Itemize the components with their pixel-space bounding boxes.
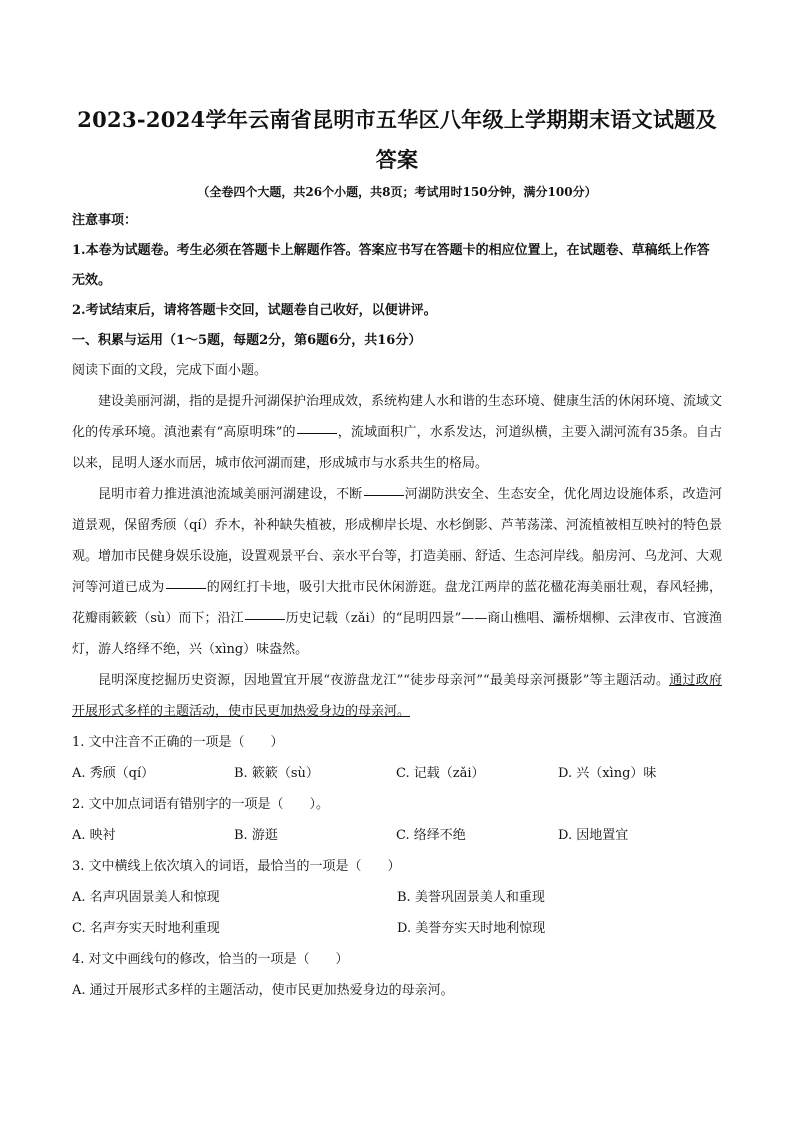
passage-paragraph-1 bbox=[72, 386, 722, 479]
question-3-stem: 3. 文中横线上依次填入的词语，最恰当的一项是（ ） bbox=[72, 859, 401, 874]
exam-subtitle: （全卷四个大题，共26个小题，共8页；考试用时150分钟，满分100分） bbox=[197, 185, 597, 199]
option-c: C. 记载（zǎi） bbox=[396, 766, 485, 781]
question-3-options-row-2 bbox=[72, 913, 722, 944]
passage-paragraph-3 bbox=[72, 665, 722, 727]
fill-blank-4 bbox=[245, 618, 285, 620]
option-a: A. 名声巩固景美人和惊现 bbox=[72, 890, 220, 905]
exam-page bbox=[72, 100, 722, 1006]
underlined-sentence: 通过政府开展形式多样的主题活动，使市民更加热爱身边的母亲河。 bbox=[72, 673, 722, 719]
question-1-stem: 1. 文中注音不正确的一项是（ ） bbox=[72, 735, 284, 750]
question-2-options bbox=[72, 820, 722, 851]
option-b: B. 美誉巩固景美人和重现 bbox=[397, 890, 545, 905]
rule-1: 1.本卷为试题卷。考生必须在答题卡上解题作答。答案应书写在答题卡的相应位置上，在试题卷、草稿纸上作答无效。 bbox=[72, 243, 710, 288]
question-1-options bbox=[72, 758, 722, 789]
option-c: C. 络绎不绝 bbox=[396, 828, 466, 843]
page-title: 2023-2024学年云南省昆明市五华区八年级上学期期末语文试题及答案 bbox=[77, 107, 717, 172]
p2-text-c: 的网红打卡地，吸引大批市民休闲游逛。盘龙江两岸的蓝花楹花海美丽壮观，春风轻拂，花瓣雨簌簌（sù）而下；沿江 bbox=[72, 580, 722, 626]
p1-text-a: 建设美丽河湖，指的是提升河湖保护治理成效，系统构建人水和谐的生态环境、健康生活的休闲环境、流域文化的传承环境。滇池素有“高原明珠”的 bbox=[72, 394, 723, 440]
option-d: D. 美誉夯实天时地利惊现 bbox=[397, 921, 546, 936]
question-2-stem: 2. 文中加点词语有错别字的一项是（ ）。 bbox=[72, 797, 330, 812]
section-heading-1: 一、积累与运用（1～5题，每题2分，第6题6分，共16分） bbox=[72, 333, 422, 348]
p2-text-a: 昆明市着力推进滇池流域美丽河湖建设，不断 bbox=[98, 487, 363, 502]
option-a: A. 秀颀（qí） bbox=[72, 766, 155, 781]
fill-blank-3 bbox=[166, 587, 206, 589]
question-3-options-row-1 bbox=[72, 882, 722, 913]
p2-text-d: 历史记载（zǎi）的“昆明四景”——商山樵唱、灞桥烟柳、云津夜市、官渡渔灯，游人络绎不绝，兴（xìng）味盎然。 bbox=[72, 611, 722, 657]
notes-heading: 注意事项： bbox=[72, 213, 138, 228]
reading-instruction: 阅读下面的文段，完成下面小题。 bbox=[72, 363, 268, 378]
fill-blank-2 bbox=[364, 494, 404, 496]
p3-text-a: 昆明深度挖掘历史资源，因地置宜开展“夜游盘龙江”“徒步母亲河”“最美母亲河摄影”等主题活动。 bbox=[98, 673, 670, 688]
option-c: C. 名声夯实天时地利重现 bbox=[72, 921, 220, 936]
p1-text-b: ，流域面积广，水系发达，河道纵横，主要入湖河流有35条。自古以来，昆明人逐水而居，城市依河湖而建，形成城市与水系共生的格局。 bbox=[72, 425, 722, 471]
rule-2: 2.考试结束后，请将答题卡交回，试题卷自己收好，以便讲评。 bbox=[72, 303, 437, 318]
passage-paragraph-2 bbox=[72, 479, 722, 665]
p2-text-b: 河湖防洪安全、生态安全，优化周边设施体系，改造河道景观，保留秀颀（qí）乔木，补种缺失植被，形成柳岸长堤、水杉倒影、芦苇荡漾、河流植被相互映衬的特色景观。增加市民健身娱乐设施，设置观景平台、亲水平台等，打造美丽、舒适、生态河岸线。船房河、乌龙河、大观河等河道已成为 bbox=[72, 487, 723, 595]
question-4-option-a: A. 通过开展形式多样的主题活动，使市民更加热爱身边的母亲河。 bbox=[72, 983, 454, 998]
fill-blank-1 bbox=[297, 432, 337, 434]
option-d: D. 因地置宜 bbox=[558, 828, 629, 843]
option-a: A. 映衬 bbox=[72, 828, 116, 843]
option-b: B. 游逛 bbox=[234, 828, 278, 843]
option-b: B. 簌簌（sù） bbox=[234, 766, 319, 781]
option-d: D. 兴（xìng）味 bbox=[558, 766, 657, 781]
question-4-stem: 4. 对文中画线句的修改，恰当的一项是（ ） bbox=[72, 952, 349, 967]
